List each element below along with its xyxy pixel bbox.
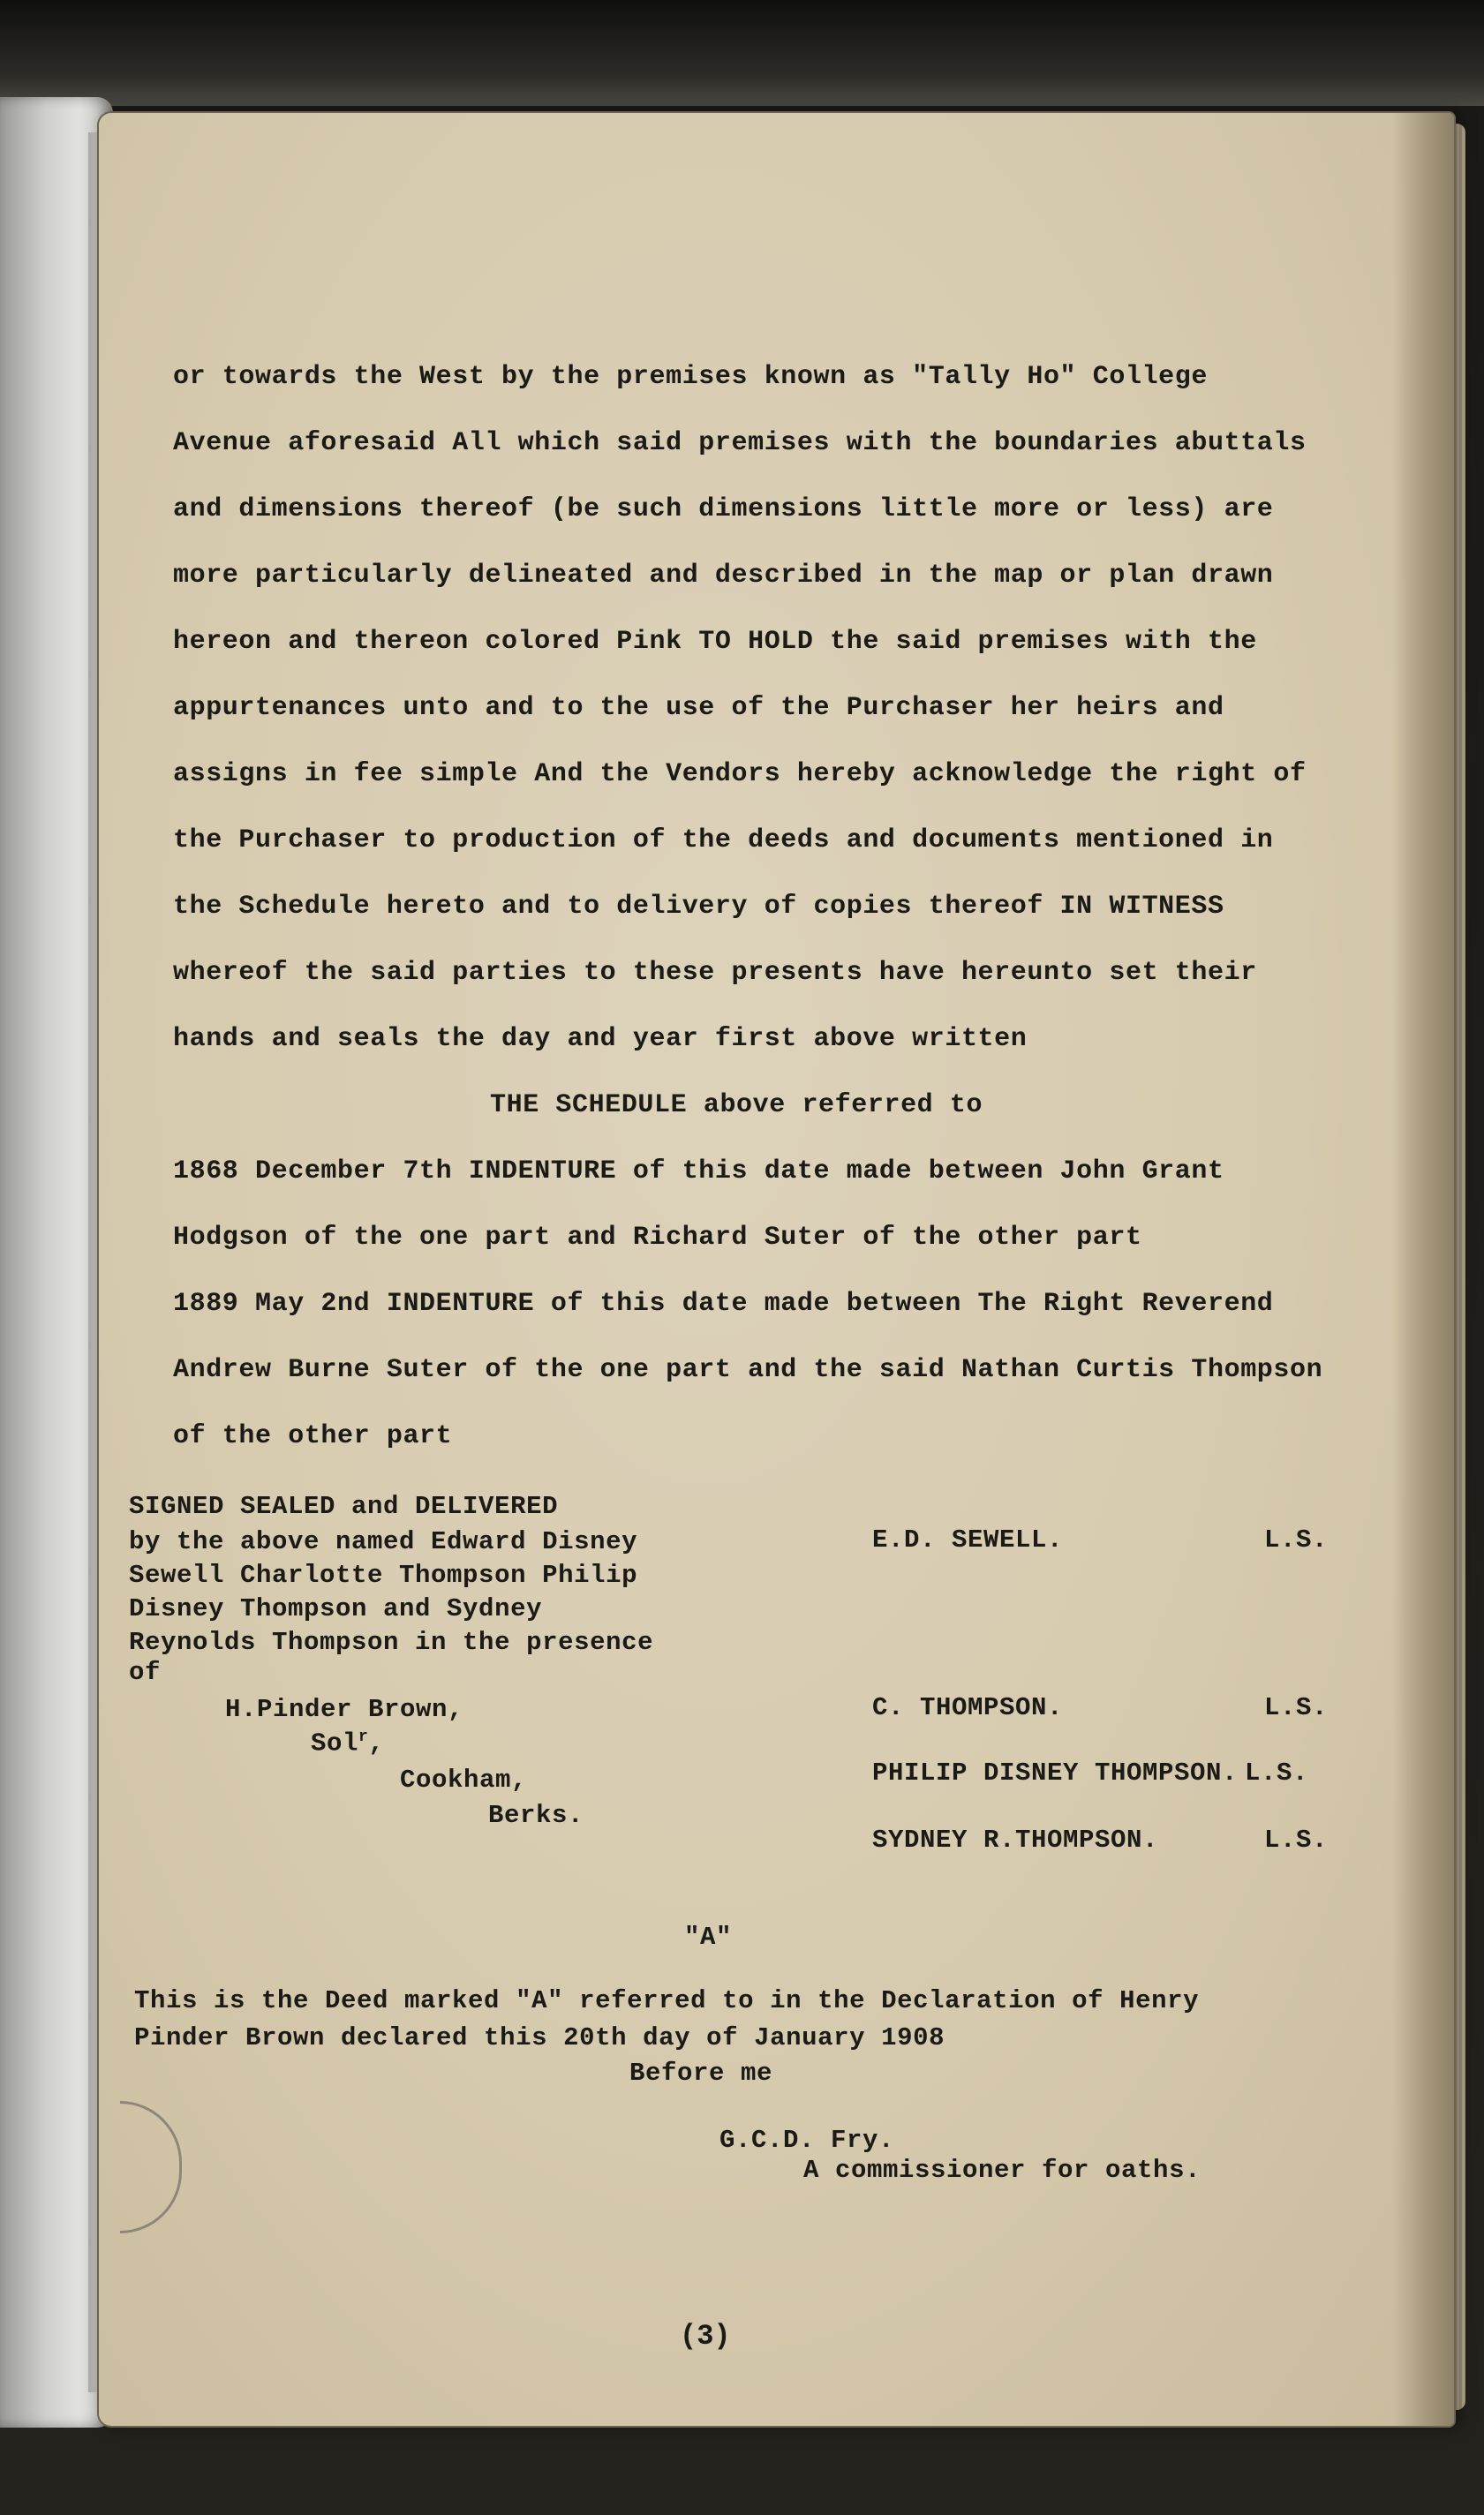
body-line-4: more particularly delineated and described in the map or plan drawn: [173, 561, 1274, 591]
schedule-line-1: 1868 December 7th INDENTURE of this date made between John Grant: [173, 1156, 1224, 1186]
body-line-7: assigns in fee simple And the Vendors hereby acknowledge the right of: [173, 759, 1307, 789]
body-line-6: appurtenances unto and to the use of the Purchaser her heirs and: [173, 693, 1224, 723]
attestation-line-5: Reynolds Thompson in the presence: [129, 1628, 654, 1657]
before-me: Before me: [629, 2059, 773, 2088]
schedule-line-5: of the other part: [173, 1421, 453, 1451]
signature-3-seal: L.S.: [1245, 1758, 1309, 1788]
body-line-5: hereon and thereon colored Pink TO HOLD the said premises with the: [173, 627, 1257, 657]
schedule-line-3: 1889 May 2nd INDENTURE of this date made between The Right Reverend: [173, 1289, 1274, 1319]
witness-place: Cookham,: [400, 1766, 528, 1795]
signature-4-seal: L.S.: [1264, 1826, 1329, 1855]
signature-2-seal: L.S.: [1264, 1693, 1329, 1722]
document-sheet: [99, 113, 1454, 2426]
signature-1-seal: L.S.: [1264, 1525, 1329, 1555]
witness-name: H.Pinder Brown,: [225, 1695, 464, 1724]
adjacent-page-edge: [0, 97, 113, 2428]
attestation-line-2: by the above named Edward Disney: [129, 1527, 638, 1556]
commissioner-title: A commissioner for oaths.: [803, 2156, 1202, 2185]
body-line-11: hands and seals the day and year first above written: [173, 1024, 1028, 1054]
schedule-line-2: Hodgson of the one part and Richard Suter of the other part: [173, 1223, 1142, 1253]
sheet-shadow-edge: [1392, 113, 1454, 2426]
attestation-line-1: SIGNED SEALED and DELIVERED: [129, 1492, 559, 1521]
attestation-line-4: Disney Thompson and Sydney: [129, 1594, 543, 1623]
page-edge-strip: [88, 132, 97, 2392]
body-line-3: and dimensions thereof (be such dimensions little more or less) are: [173, 494, 1274, 524]
schedule-line-4: Andrew Burne Suter of the one part and the said Nathan Curtis Thompson: [173, 1355, 1323, 1385]
schedule-heading: THE SCHEDULE above referred to: [490, 1090, 983, 1120]
body-line-2: Avenue aforesaid All which said premises with the boundaries abuttals: [173, 428, 1307, 458]
body-line-1: or towards the West by the premises known as "Tally Ho" College: [173, 362, 1208, 392]
commissioner-name: G.C.D. Fry.: [719, 2126, 895, 2155]
signature-2-name: C. THOMPSON.: [872, 1693, 1064, 1722]
exhibit-mark: "A": [684, 1923, 733, 1952]
declaration-line-1: This is the Deed marked "A" referred to in the Declaration of Henry: [134, 1986, 1200, 2015]
body-line-9: the Schedule hereto and to delivery of copies thereof IN WITNESS: [173, 892, 1224, 922]
witness-title: Sol$^r$,: [311, 1728, 385, 1758]
attestation-line-6: of: [129, 1658, 162, 1687]
page-number: (3): [680, 2320, 731, 2353]
body-line-10: whereof the said parties to these presents have hereunto set their: [173, 958, 1257, 988]
signature-4-name: SYDNEY R.THOMPSON.: [872, 1826, 1159, 1855]
witness-title-superscript: r: [358, 1728, 369, 1746]
signature-1-name: E.D. SEWELL.: [872, 1525, 1064, 1555]
attestation-line-3: Sewell Charlotte Thompson Philip: [129, 1561, 638, 1590]
witness-county: Berks.: [488, 1801, 584, 1830]
declaration-line-2: Pinder Brown declared this 20th day of January 1908: [134, 2023, 945, 2052]
signature-3-name: PHILIP DISNEY THOMPSON.: [872, 1758, 1239, 1788]
body-line-8: the Purchaser to production of the deeds and documents mentioned in: [173, 825, 1274, 855]
binding-top: [0, 0, 1484, 106]
